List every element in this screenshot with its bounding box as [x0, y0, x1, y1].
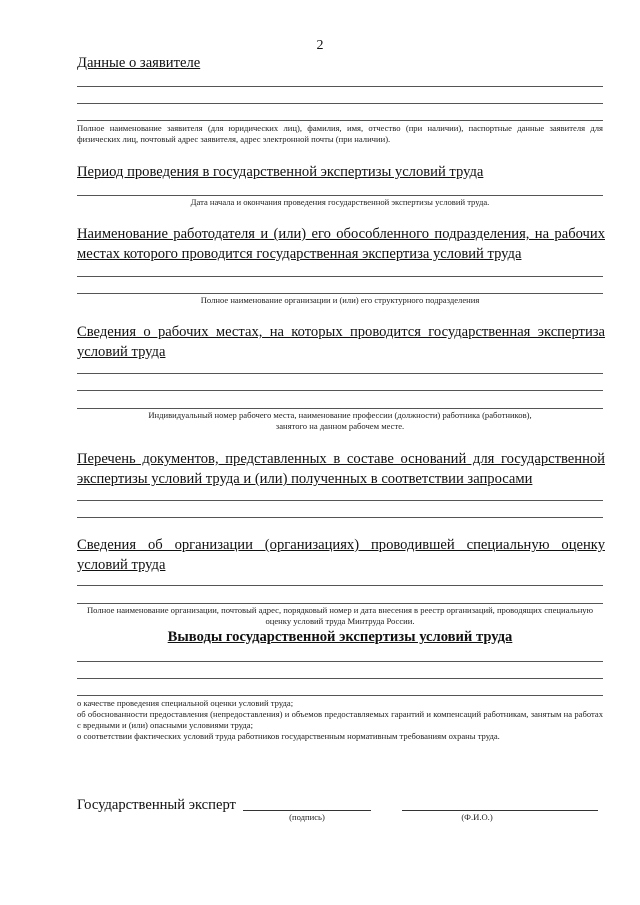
signature-caption: (подпись) — [289, 812, 325, 822]
name-caption: (Ф.И.О.) — [461, 812, 493, 822]
period-heading: Период проведения в государственной экспертизы условий труда — [77, 164, 484, 180]
name-line — [402, 810, 598, 811]
employer-line-2 — [77, 293, 603, 294]
applicant-line-3 — [77, 120, 603, 121]
applicant-line-1 — [77, 86, 603, 87]
period-caption: Дата начала и окончания проведения государственной экспертизы условий труда. — [190, 197, 490, 207]
applicant-heading: Данные о заявителе — [77, 55, 201, 71]
conclusions-note-3: о соответствии фактических условий труда работников государственным нормативным требованиям охраны труда. — [77, 731, 500, 741]
workplaces-line-2 — [77, 390, 603, 391]
workplaces-heading: Сведения о рабочих местах, на которых проводится государственная экспертиза условий труда — [77, 324, 605, 360]
workplaces-line-3 — [77, 408, 603, 409]
organization-heading: Сведения об организации (организациях) проводившей специальную оценку условий труда — [77, 537, 605, 573]
conclusions-line-2 — [77, 678, 603, 679]
employer-caption: Полное наименование организации и (или) его структурного подразделения — [200, 295, 480, 305]
employer-line-1 — [77, 276, 603, 277]
conclusions-heading: Выводы государственной экспертизы условий труда — [167, 629, 513, 645]
period-line — [77, 195, 603, 196]
employer-heading: Наименование работодателя и (или) его обособленного подразделения, на рабочих местах которого проводится государственная экспертиза условий труда — [77, 226, 605, 262]
conclusions-note-1: о качестве проведения специальной оценки условий труда; — [77, 698, 294, 708]
conclusions-note-2: об обоснованности предоставления (непредоставления) и объемов предоставляемых гарантий и компенсаций работникам, занятым на работах с вредными и (или) опасными условиями труда; — [77, 709, 603, 730]
signature-line — [243, 810, 371, 811]
organization-line-1 — [77, 585, 603, 586]
documents-line-1 — [77, 500, 603, 501]
applicant-line-2 — [77, 103, 603, 104]
documents-heading: Перечень документов, представленных в составе оснований для государственной экспертизы условий труда и (или) полученных в соответствии запросами — [77, 451, 605, 487]
workplaces-line-1 — [77, 373, 603, 374]
conclusions-line-1 — [77, 661, 603, 662]
organization-line-2 — [77, 603, 603, 604]
conclusions-line-3 — [77, 695, 603, 696]
applicant-caption: Полное наименование заявителя (для юридических лиц), фамилия, имя, отчество (при наличии), паспортные данные заявителя для физических лиц, почтовый адрес заявителя, адрес электронной почты (при наличии). — [77, 123, 603, 144]
signature-label: Государственный эксперт — [77, 797, 236, 813]
workplaces-caption-line-1: Индивидуальный номер рабочего места, наименование профессии (должности) работника (работников), — [148, 410, 532, 420]
documents-line-2 — [77, 517, 603, 518]
workplaces-caption-line-2: занятого на данном рабочем месте. — [275, 421, 405, 431]
organization-caption: Полное наименование организации, почтовый адрес, порядковый номер и дата внесения в реестр организаций, проводящих специальную оценку условий труда Минтруда России. — [86, 605, 594, 626]
page-number: 2 — [316, 38, 324, 53]
